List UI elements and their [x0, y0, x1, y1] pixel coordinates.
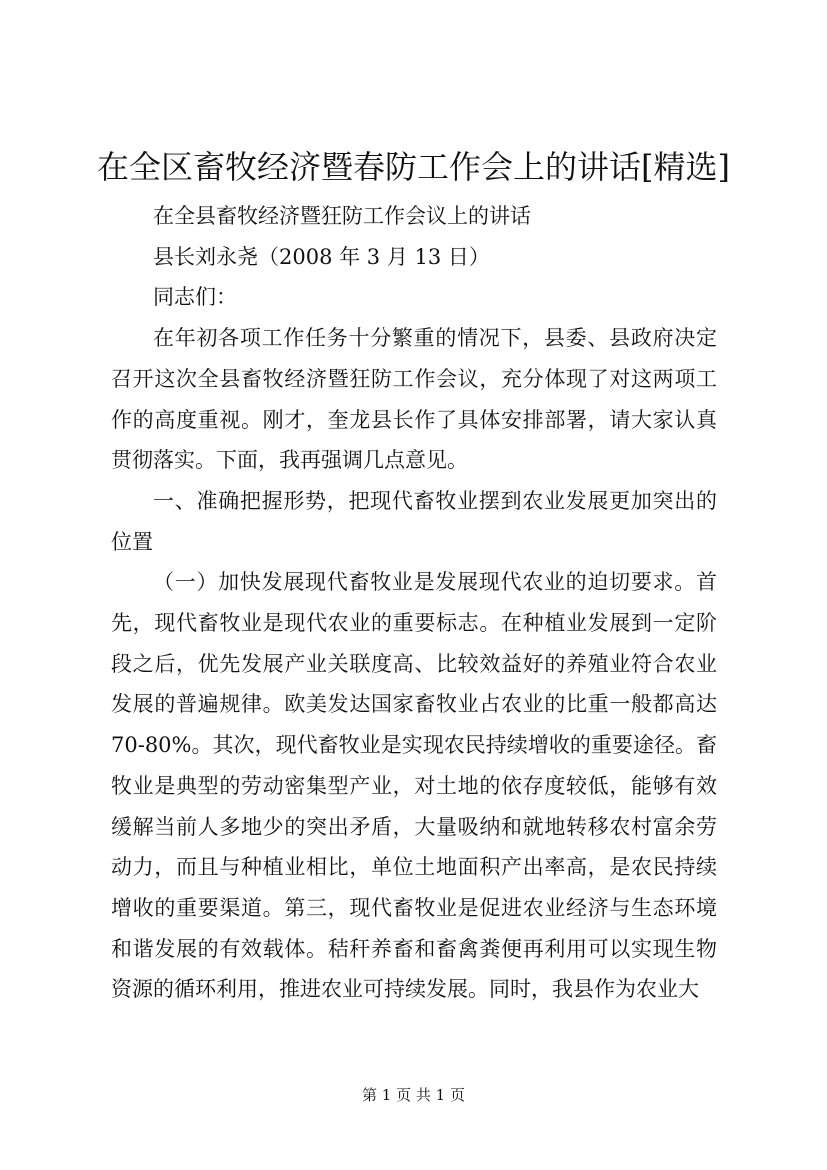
paragraph-section-1-1: （一）加快发展现代畜牧业是发展现代农业的迫切要求。首先，现代畜牧业是现代农业的重要标志。在种植业发展到一定阶段之后，优先发展产业关联度高、比较效益好的养殖业符合农业发展的普遍规律。欧美发达国家畜牧业占农业的比重一般都高达70-80%。其次，现代畜牧业是实现农民持续增收的重要途径。畜牧业是典型的劳动密集型产业，对土地的依存度较低，能够有效缓解当前人多地少的突出矛盾，大量吸纳和就地转移农村富余劳动力，而且与种植业相比，单位土地面积产出率高，是农民持续增收的重要渠道。第三，现代畜牧业是促进农业经济与生态环境和谐发展的有效载体。秸秆养畜和畜禽粪便再利用可以实现生物资源的循环利用，推进农业可持续发展。同时，我县作为农业大: [111, 570, 717, 1002]
speech-subtitle: 在全县畜牧经济暨狂防工作会议上的讲话: [153, 204, 531, 228]
paragraph-intro: 在年初各项工作任务十分繁重的情况下，县委、县政府决定召开这次全县畜牧经济暨狂防工作会议，充分体现了对这两项工作的高度重视。刚才，奎龙县长作了具体安排部署，请大家认真贯彻落实。下面，我再强调几点意见。: [111, 326, 717, 473]
document-title: 在全区畜牧经济暨春防工作会上的讲话[精选]: [97, 148, 730, 186]
section-heading-1: 一、准确把握形势，把现代畜牧业摆到农业发展更加突出的位置: [111, 488, 717, 554]
document-body: [111, 196, 717, 1010]
page-footer: 第 1 页 共 1 页: [362, 1086, 465, 1104]
speech-byline: 县长刘永尧（2008 年 3 月 13 日）: [153, 244, 490, 269]
speech-greeting: 同志们：: [153, 285, 237, 310]
